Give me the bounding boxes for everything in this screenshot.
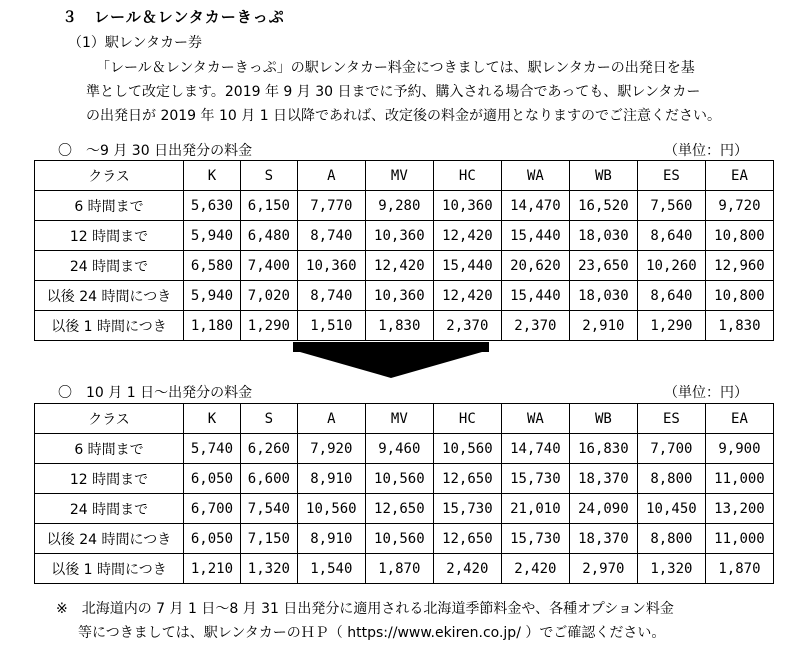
price-cell: 10,560	[297, 494, 365, 524]
header-cell: ES	[637, 161, 705, 191]
price-cell: 5,940	[184, 281, 241, 311]
header-cell: S	[240, 161, 297, 191]
price-cell: 8,910	[297, 524, 365, 554]
price-cell: 8,800	[637, 464, 705, 494]
price-cell: 6,480	[240, 221, 297, 251]
header-cell: WB	[569, 161, 637, 191]
table1-caption: 〇 ～9 月 30 日出発分の料金	[58, 143, 253, 159]
price-cell: 6,580	[184, 251, 241, 281]
price-cell: 9,460	[365, 434, 433, 464]
paragraph-line: の出発日が 2019 年 10 月 1 日以降であれば、改定後の料金が適用となりますのでご注意ください。	[86, 108, 722, 124]
price-cell: 10,360	[297, 251, 365, 281]
price-cell: 9,900	[705, 434, 773, 464]
header-cell: K	[184, 404, 241, 434]
footnote-line: ※ 北海道内の 7 月 1 日～8 月 31 日出発分に適用される北海道季節料金や、各種オプション料金	[56, 601, 674, 617]
price-cell: 1,870	[705, 554, 773, 584]
table-header-row	[35, 161, 774, 191]
price-cell: 8,640	[637, 281, 705, 311]
class-duration-cell: 6 時間まで	[35, 191, 184, 221]
price-cell: 15,440	[501, 221, 569, 251]
price-cell: 1,290	[637, 311, 705, 341]
table-row	[35, 281, 774, 311]
class-duration-cell: 以後 1 時間につき	[35, 554, 184, 584]
price-cell: 1,320	[637, 554, 705, 584]
price-cell: 16,520	[569, 191, 637, 221]
class-duration-cell: 24 時間まで	[35, 251, 184, 281]
table-row	[35, 191, 774, 221]
price-cell: 7,020	[240, 281, 297, 311]
price-cell: 12,420	[433, 281, 501, 311]
header-cell: EA	[705, 404, 773, 434]
price-cell: 7,920	[297, 434, 365, 464]
price-cell: 2,420	[501, 554, 569, 584]
price-cell: 15,440	[501, 281, 569, 311]
price-cell: 2,970	[569, 554, 637, 584]
footnote-line: 等につきましては、駅レンタカーのＨＰ（ https://www.ekiren.co.jp/ ）でご確認ください。	[78, 625, 666, 641]
price-cell: 2,370	[501, 311, 569, 341]
price-cell: 10,560	[433, 434, 501, 464]
price-cell: 7,400	[240, 251, 297, 281]
price-cell: 2,910	[569, 311, 637, 341]
price-cell: 1,510	[297, 311, 365, 341]
price-cell: 6,050	[184, 464, 241, 494]
header-cell: K	[184, 161, 241, 191]
class-duration-cell: 24 時間まで	[35, 494, 184, 524]
price-cell: 6,050	[184, 524, 241, 554]
header-cell: クラス	[35, 161, 184, 191]
price-cell: 14,740	[501, 434, 569, 464]
table-row	[35, 311, 774, 341]
price-cell: 6,600	[240, 464, 297, 494]
price-cell: 10,800	[705, 221, 773, 251]
class-duration-cell: 12 時間まで	[35, 464, 184, 494]
table-row	[35, 524, 774, 554]
price-cell: 8,640	[637, 221, 705, 251]
price-cell: 14,470	[501, 191, 569, 221]
header-cell: A	[297, 161, 365, 191]
price-cell: 5,940	[184, 221, 241, 251]
price-cell: 10,360	[433, 191, 501, 221]
table-row	[35, 494, 774, 524]
price-cell: 7,560	[637, 191, 705, 221]
table2-unit: （単位：円）	[664, 385, 748, 401]
price-cell: 18,030	[569, 281, 637, 311]
price-cell: 1,320	[240, 554, 297, 584]
class-duration-cell: 以後 24 時間につき	[35, 524, 184, 554]
price-cell: 7,540	[240, 494, 297, 524]
price-cell: 10,360	[365, 281, 433, 311]
header-cell: MV	[365, 161, 433, 191]
price-cell: 12,420	[433, 221, 501, 251]
price-cell: 6,150	[240, 191, 297, 221]
header-cell: S	[240, 404, 297, 434]
table2-caption: 〇 10 月 1 日～出発分の料金	[58, 385, 253, 401]
price-cell: 8,740	[297, 281, 365, 311]
intro-paragraph	[86, 56, 768, 128]
class-duration-cell: 以後 24 時間につき	[35, 281, 184, 311]
header-cell: WA	[501, 404, 569, 434]
price-cell: 8,910	[297, 464, 365, 494]
price-cell: 16,830	[569, 434, 637, 464]
price-cell: 12,650	[433, 524, 501, 554]
header-cell: EA	[705, 161, 773, 191]
header-cell: HC	[433, 404, 501, 434]
price-cell: 5,630	[184, 191, 241, 221]
sub-title: （1）駅レンタカー券	[68, 35, 202, 51]
table-row	[35, 434, 774, 464]
price-cell: 6,700	[184, 494, 241, 524]
header-cell: WB	[569, 404, 637, 434]
price-cell: 2,370	[433, 311, 501, 341]
price-cell: 1,830	[365, 311, 433, 341]
paragraph-line: 準として改定します。2019 年 9 月 30 日までに予約、購入される場合であっても、駅レンタカー	[86, 84, 701, 100]
table-row	[35, 464, 774, 494]
price-cell: 12,650	[433, 464, 501, 494]
price-cell: 18,030	[569, 221, 637, 251]
price-cell: 9,280	[365, 191, 433, 221]
price-cell: 10,260	[637, 251, 705, 281]
price-cell: 15,440	[433, 251, 501, 281]
table-row	[35, 251, 774, 281]
price-cell: 12,960	[705, 251, 773, 281]
price-cell: 8,800	[637, 524, 705, 554]
class-duration-cell: 12 時間まで	[35, 221, 184, 251]
price-cell: 2,420	[433, 554, 501, 584]
header-cell: WA	[501, 161, 569, 191]
price-cell: 18,370	[569, 464, 637, 494]
price-cell: 1,180	[184, 311, 241, 341]
header-cell: MV	[365, 404, 433, 434]
price-cell: 5,740	[184, 434, 241, 464]
price-cell: 7,150	[240, 524, 297, 554]
price-cell: 10,560	[365, 464, 433, 494]
header-cell: クラス	[35, 404, 184, 434]
price-cell: 21,010	[501, 494, 569, 524]
section-title: ３ レール＆レンタカーきっぷ	[62, 8, 285, 26]
class-duration-cell: 6 時間まで	[35, 434, 184, 464]
price-cell: 24,090	[569, 494, 637, 524]
class-duration-cell: 以後 1 時間につき	[35, 311, 184, 341]
price-cell: 10,450	[637, 494, 705, 524]
price-cell: 1,290	[240, 311, 297, 341]
table1-unit: （単位：円）	[664, 143, 748, 159]
header-cell: A	[297, 404, 365, 434]
rate-table-before	[34, 160, 774, 341]
price-cell: 15,730	[501, 464, 569, 494]
price-cell: 10,800	[705, 281, 773, 311]
price-cell: 13,200	[705, 494, 773, 524]
price-cell: 10,360	[365, 221, 433, 251]
price-cell: 11,000	[705, 524, 773, 554]
paragraph-line: 「レール＆レンタカーきっぷ」の駅レンタカー料金につきましては、駅レンタカーの出発日を基	[96, 60, 695, 76]
header-cell: ES	[637, 404, 705, 434]
price-cell: 8,740	[297, 221, 365, 251]
price-cell: 12,650	[365, 494, 433, 524]
table-row	[35, 554, 774, 584]
rate-table-after	[34, 403, 774, 584]
header-cell: HC	[433, 161, 501, 191]
price-cell: 11,000	[705, 464, 773, 494]
price-cell: 7,770	[297, 191, 365, 221]
price-cell: 15,730	[433, 494, 501, 524]
price-cell: 12,420	[365, 251, 433, 281]
price-cell: 15,730	[501, 524, 569, 554]
price-cell: 10,560	[365, 524, 433, 554]
price-cell: 1,830	[705, 311, 773, 341]
table-row	[35, 221, 774, 251]
price-cell: 1,210	[184, 554, 241, 584]
price-cell: 23,650	[569, 251, 637, 281]
price-cell: 6,260	[240, 434, 297, 464]
price-cell: 1,870	[365, 554, 433, 584]
down-arrow-icon	[293, 350, 489, 378]
price-cell: 9,720	[705, 191, 773, 221]
price-cell: 20,620	[501, 251, 569, 281]
price-cell: 1,540	[297, 554, 365, 584]
price-cell: 7,700	[637, 434, 705, 464]
price-cell: 18,370	[569, 524, 637, 554]
table-header-row	[35, 404, 774, 434]
